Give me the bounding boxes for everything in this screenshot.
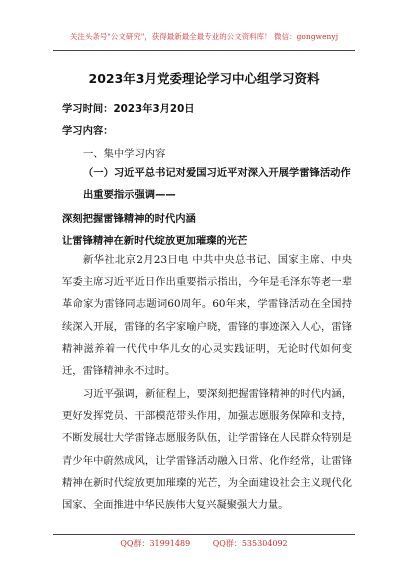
header-divider (53, 50, 355, 51)
sub-heading (62, 162, 352, 206)
study-time: 学习时间：2023年3月20日 (62, 103, 195, 115)
paragraph-1: 新华社北京2月23日电 中共中央总书记、国家主席、中央军委主席习近平近日作出重要指示指出，今年是毛泽东等老一辈革命家为雷锋同志题词60周年。60年来，学雷锋活动在全国持续深入开展，雷锋的名字家喻户晓，雷锋的事迹深入人心，雷锋精神滋养着一代代中华儿女的心灵实践证明，无论时代如何变迁，雷锋精神永不过时。 (62, 254, 352, 378)
theme-line-1: 深刻把握雷锋精神的时代内涵 (62, 213, 196, 225)
document-title: 2023年3月党委理论学习中心组学习资料 (88, 71, 320, 86)
footer (0, 538, 408, 549)
paragraph-2: 习近平强调，新征程上，要深刻把握雷锋精神的时代内涵，更好发挥党员、干部模范带头作用，加强志愿服务保障和支持，不断发展壮大学雷锋志愿服务队伍，让学雷锋在人民群众特别是青少年中蔚然成风，让学雷锋活动融入日常、化作经常，让雷锋精神在新时代绽放更加璀璨的光芒，为全面建设社会主义现代化国家、全面推进中华民族伟大复兴凝聚强大力量。 (62, 388, 352, 512)
header-note: 关注头条号"公文研究"，获得最新最全最专业的公文资料库！ 微信：gongwenyj (69, 32, 339, 41)
theme-line-2: 让雷锋精神在新时代绽放更加璀璨的光芒 (62, 235, 248, 247)
section-heading: 一、集中学习内容 (83, 148, 166, 160)
sub-heading-text: （一）习近平总书记对爱国习近平对深入开展学雷锋活动作出重要指示强调—— (83, 167, 351, 201)
study-content-label: 学习内容： (62, 125, 114, 137)
footer-divider (53, 534, 355, 535)
footer-qq-1: QQ群：31991489 (120, 539, 191, 548)
footer-qq-2: QQ群：535304092 (212, 539, 288, 548)
